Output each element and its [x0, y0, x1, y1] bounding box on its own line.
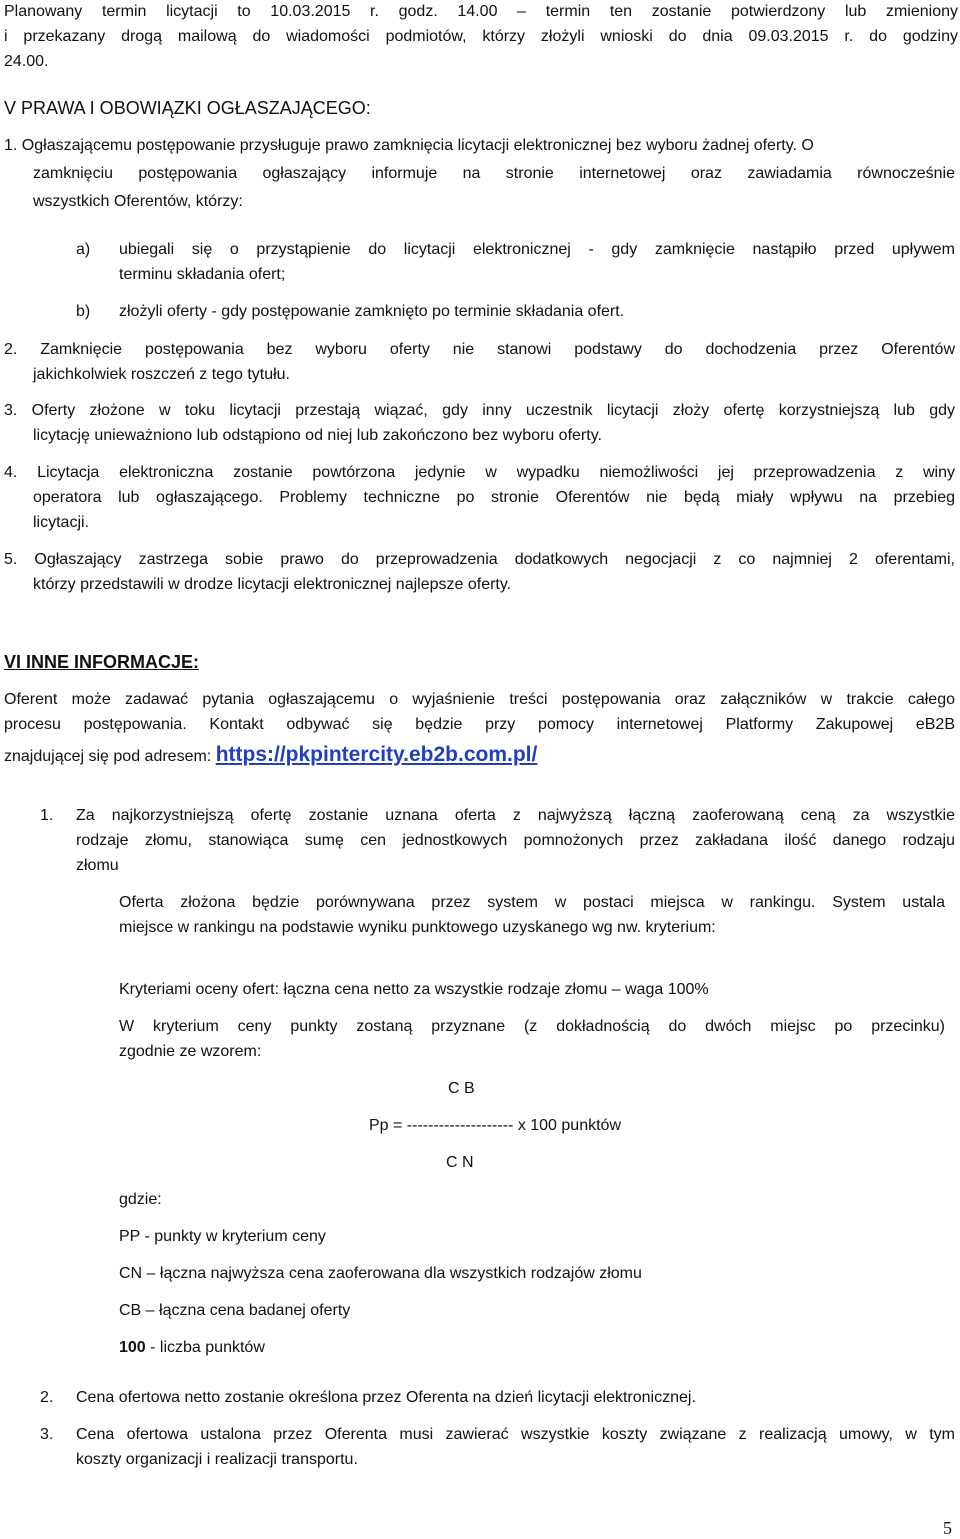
s6-p-line-1: Oferent może zadawać pytania ogłaszającemu o wyjaśnienie treści postępowania oraz załączników w trakcie całego — [4, 691, 955, 708]
item-1-line-2: rodzaje złomu, stanowiąca sumę cen jednostkowych pomnożonych przez zakładana ilość danego rodzaju — [76, 832, 955, 849]
s5-a-line-1: ubiegali się o przystąpienie do licytacji elektronicznej - gdy zamknięcie nastąpiło przed upływem — [119, 241, 955, 258]
definition-100-text: - liczba punktów — [145, 1339, 265, 1356]
s6-p-line-2: procesu postępowania. Kontakt odbywać się będzie przy pomocy internetowej Platformy Zakupowej eB2B — [4, 716, 955, 733]
points-line-1: W kryterium ceny punkty zostaną przyznane (z dokładnością do dwóch miejsc po przecinku) — [119, 1018, 945, 1035]
section-5-heading: V PRAWA I OBOWIĄZKI OGŁASZAJĄCEGO: — [4, 98, 371, 118]
s5-p1-line-2: zamknięciu postępowania ogłaszający informuje na stronie internetowej oraz zawiadamia równocześnie — [33, 165, 955, 182]
formula-denominator: C N — [446, 1154, 474, 1171]
intro-line-1: Planowany termin licytacji to 10.03.2015 r. godz. 14.00 – termin ten zostanie potwierdzony lub zmieniony — [4, 3, 958, 20]
item-3-marker: 3. — [40, 1426, 54, 1443]
intro-line-3: 24.00. — [4, 53, 49, 70]
s5-p1-line-1: 1. Ogłaszającemu postępowanie przysługuje prawo zamknięcia licytacji elektronicznej bez wyboru żadnej oferty. O — [4, 137, 814, 154]
s5-p4-line-3: licytacji. — [33, 514, 90, 531]
item-3-line-2: koszty organizacji i realizacji transportu. — [76, 1451, 358, 1468]
definition-cn: CN – łączna najwyższa cena zaoferowana dla wszystkich rodzajów złomu — [119, 1265, 642, 1282]
intro-line-2: i przekazany drogą mailową do wiadomości podmiotów, którzy złożyli wnioski do dnia 09.03.2015 r. do godziny — [4, 28, 958, 45]
definition-100 — [119, 1338, 265, 1358]
address-prefix: znajdującej się pod adresem: — [4, 748, 216, 765]
formula-numerator: C B — [448, 1080, 475, 1097]
definition-pp: PP - punkty w kryterium ceny — [119, 1228, 326, 1245]
definition-100-number: 100 — [119, 1339, 146, 1356]
s5-p2-line-2: jakichkolwiek roszczeń z tego tytułu. — [33, 366, 290, 383]
s5-p4-line-2: operatora lub ogłaszającego. Problemy techniczne po stronie Oferentów nie będą miały wpływu na przebieg — [33, 489, 955, 506]
s6-p-line-3 — [4, 742, 537, 770]
where-label: gdzie: — [119, 1191, 162, 1208]
s5-p3-line-2: licytację unieważniono lub odstąpiono od niej lub zakończono bez wyboru oferty. — [33, 427, 602, 444]
platform-link[interactable]: https://pkpintercity.eb2b.com.pl/ — [215, 743, 538, 766]
item-2-marker: 2. — [40, 1389, 54, 1406]
list-marker-a: a) — [76, 241, 91, 258]
s5-p3-line-1: 3. Oferty złożone w toku licytacji przestają wiązać, gdy inny uczestnik licytacji złoży ofertę korzystniejszą lub gdy — [4, 402, 955, 419]
page-number: 5 — [943, 1518, 952, 1538]
s5-p2-line-1: 2. Zamknięcie postępowania bez wyboru oferty nie stanowi podstawy do dochodzenia przez Oferentów — [4, 341, 955, 358]
item-1-line-1: Za najkorzystniejszą ofertę zostanie uznana oferta z najwyższą łączną zaoferowaną ceną za wszystkie — [76, 807, 955, 824]
s5-p4-line-1: 4. Licytacja elektroniczna zostanie powtórzona jedynie w wypadku niemożliwości jej przeprowadzenia z winy — [4, 464, 955, 481]
s5-p5-line-2: którzy przedstawili w drodze licytacji elektronicznej najlepsze oferty. — [33, 576, 512, 593]
item-2-line-1: Cena ofertowa netto zostanie określona przez Oferenta na dzień licytacji elektronicznej. — [76, 1389, 696, 1406]
s5-b-line-1: złożyli oferty - gdy postępowanie zamknięto po terminie składania ofert. — [119, 303, 625, 320]
item-1-marker: 1. — [40, 807, 54, 824]
points-line-2: zgodnie ze wzorem: — [119, 1043, 262, 1060]
item-1-line-3: złomu — [76, 857, 119, 874]
s5-a-line-2: terminu składania ofert; — [119, 266, 286, 283]
item-3-line-1: Cena ofertowa ustalona przez Oferenta musi zawierać wszystkie koszty związane z realizacją umowy, w tym — [76, 1426, 955, 1443]
s5-p1-line-3: wszystkich Oferentów, którzy: — [33, 193, 243, 210]
definition-cb: CB – łączna cena badanej oferty — [119, 1302, 351, 1319]
list-marker-b: b) — [76, 303, 91, 320]
ranking-line-1: Oferta złożona będzie porównywana przez system w postaci miejsca w rankingu. System ustala — [119, 894, 945, 911]
formula-main: Pp = -------------------- x 100 punktów — [369, 1117, 621, 1134]
s5-p5-line-1: 5. Ogłaszający zastrzega sobie prawo do przeprowadzenia dodatkowych negocjacji z co najmniej 2 oferentami, — [4, 551, 955, 568]
section-6-heading: VI INNE INFORMACJE: — [4, 652, 200, 672]
ranking-line-2: miejsce w rankingu na podstawie wyniku punktowego uzyskanego wg nw. kryterium: — [119, 919, 716, 936]
criteria-line: Kryteriami oceny ofert: łączna cena netto za wszystkie rodzaje złomu – waga 100% — [119, 981, 709, 998]
